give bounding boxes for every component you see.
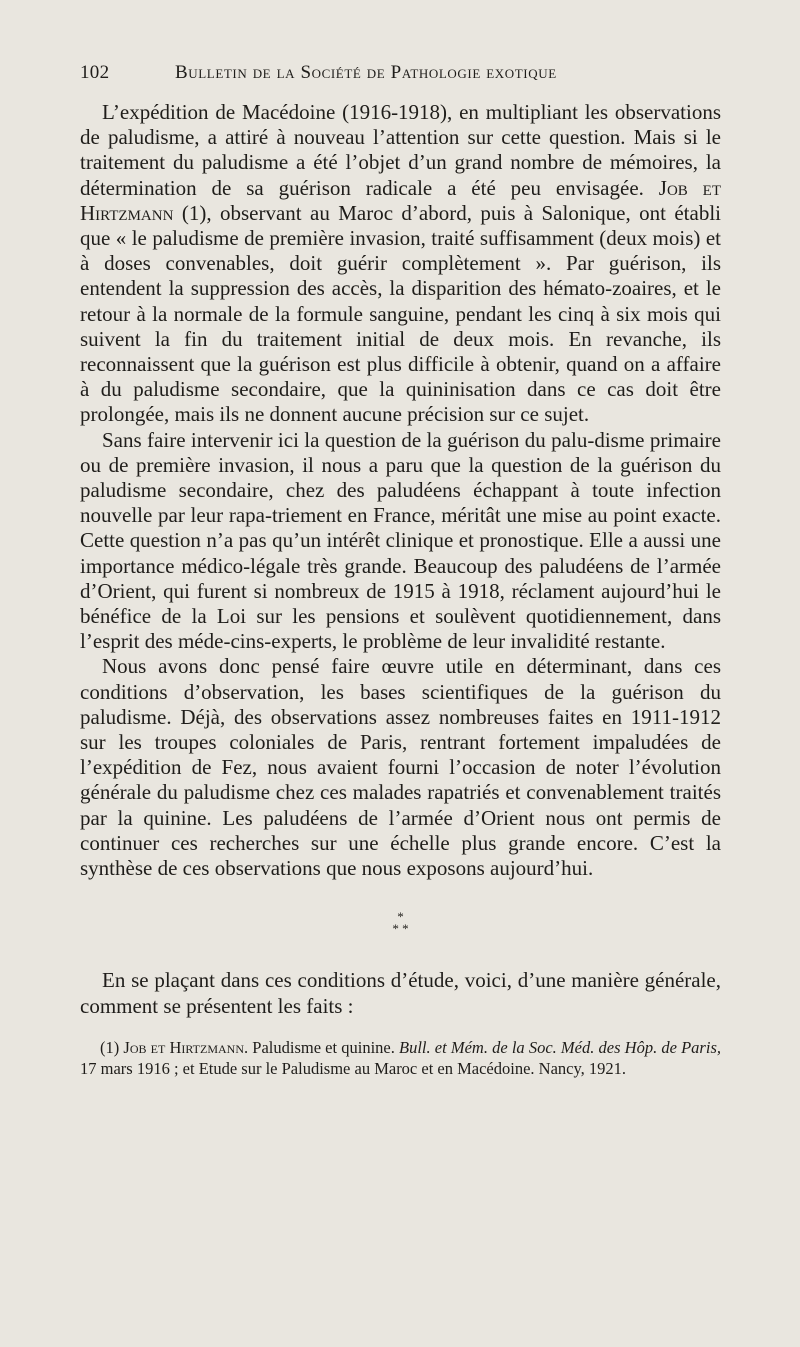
separator-star-bottom: * * xyxy=(392,921,409,937)
section-separator xyxy=(80,911,721,935)
footnote-text-a: . Paludisme et quinine. xyxy=(244,1037,400,1057)
page-number: 102 xyxy=(80,62,110,83)
paragraph-2: Sans faire intervenir ici la question de la guérison du palu-disme primaire ou de première invasion, il nous a paru que la question de la guérison du paludisme secondaire, chez des paludéens échappant à toute infection nouvelle par leur rapa-triement en France, méritât une mise au point exacte. Cette question n’a pas qu’un intérêt clinique et pronostique. Elle a aussi une importance médico-légale très grande. Beaucoup des paludéens de l’armée d’Orient, qui furent si nombreux de 1915 à 1918, réclament aujourd’hui le bénéfice de la Loi sur les pensions et soulèvent quotidiennement, dans l’esprit des méde-cins-experts, le problème de leur invalidité restante. xyxy=(80,427,721,654)
paragraph-1-text-a: L’expédition de Macédoine (1916-1918), en multipliant les observations de paludisme, a attiré à nouveau l’attention sur cette question. Mais si le traitement du paludisme a été l’objet d’un grand nombre de mémoires, la détermination de sa guérison radicale a été peu envisagée. xyxy=(80,100,721,200)
footnote-marker: (1) xyxy=(100,1037,124,1057)
footnote-journal: Bull. et Mém. de la Soc. Méd. des Hôp. de Paris, xyxy=(399,1037,721,1057)
footnote-authors: Job et Hirtzmann xyxy=(123,1037,244,1057)
running-title: Bulletin de la Société de Pathologie exotique xyxy=(175,62,557,83)
paragraph-1 xyxy=(80,100,721,428)
cited-authors: Job et Hirtzmann xyxy=(80,175,721,225)
separator-star-top: * xyxy=(397,909,404,925)
article-body xyxy=(80,100,721,1019)
paragraph-4: En se plaçant dans ces conditions d’étude, voici, d’une manière générale, comment se présentent les faits : xyxy=(80,968,721,1018)
paragraph-1-text-b: (1), observant au Maroc d’abord, puis à Salonique, ont établi que « le paludisme de première invasion, traité suffisamment (deux mois) et à doses convenables, doit guérir complètement ». Par guérison, ils entendent la suppression des accès, la disparition des hémato-zoaires, et le retour à la normale de la formule sanguine, pendant les cinq à six mois qui suivent la fin du traitement initial de deux mois. En revanche, ils reconnaissent que la guérison est plus difficile à obtenir, quand on a affaire à du paludisme secondaire, que la quininisation dans ce cas doit être prolongée, mais ils ne donnent aucune précision sur ce sujet. xyxy=(80,200,721,427)
paragraph-3: Nous avons donc pensé faire œuvre utile en déterminant, dans ces conditions d’observation, les bases scientifiques de la guérison du paludisme. Déjà, des observations assez nombreuses faites en 1911-1912 sur les troupes coloniales de Paris, rentrant fortement impaludées de l’expédition de Fez, nous avaient fourni l’occasion de noter l’évolution générale du paludisme chez ces malades rapatriés et convenablement traités par la quinine. Les paludéens de l’armée d’Orient nous ont permis de continuer ces recherches sur une échelle plus grande encore. C’est la synthèse de ces observations que nous exposons aujourd’hui. xyxy=(80,654,721,881)
running-header xyxy=(80,62,721,84)
footnote-text-b: 17 mars 1916 ; et Etude sur le Paludisme au Maroc et en Macédoine. Nancy, 1921. xyxy=(80,1058,627,1078)
footnote xyxy=(80,1037,721,1079)
